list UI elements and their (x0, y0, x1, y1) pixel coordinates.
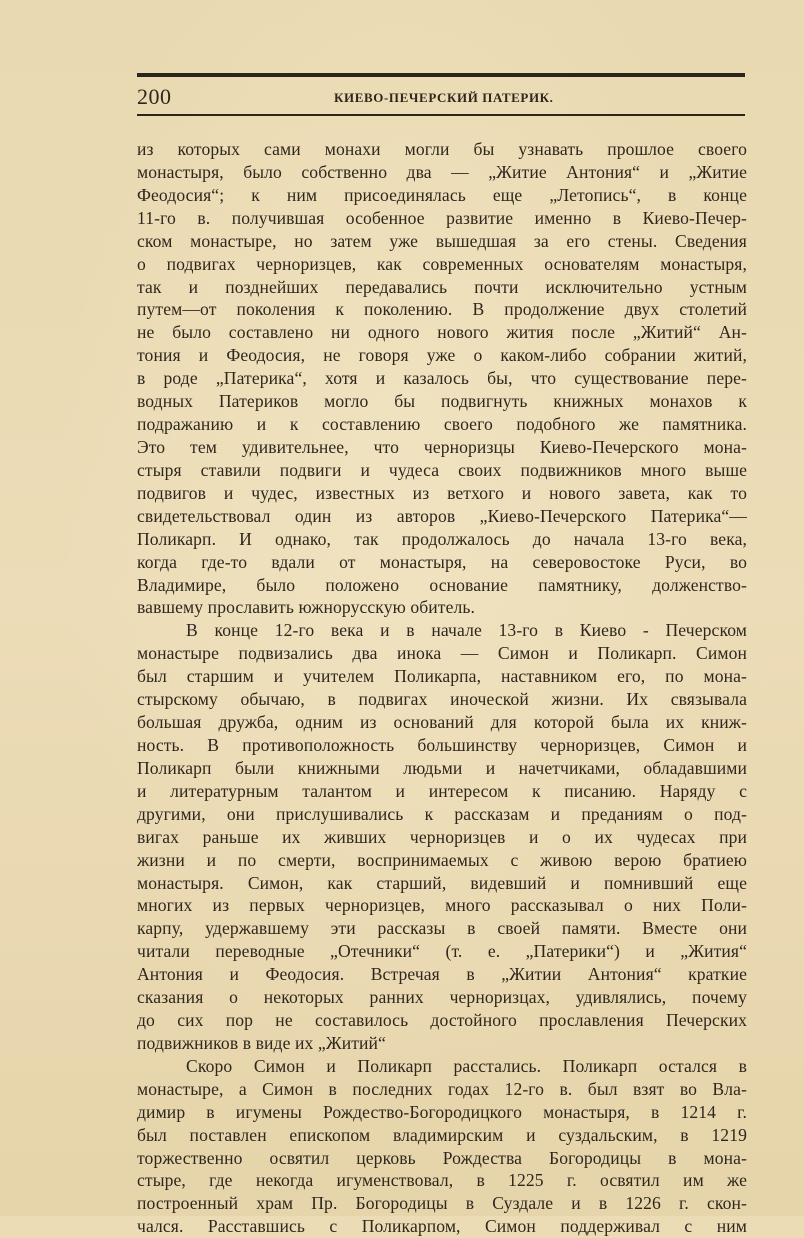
text-line: Поликарп были книжными людьми и начетчиками, обладавшими (137, 757, 747, 778)
text-line: Поликарп. И однако, так продолжалось до начала 13-го века, (137, 528, 747, 549)
text-line: большая дружба, одним из оснований для которой была их книж- (137, 712, 747, 733)
text-line: чался. Расставшись с Поликарпом, Симон поддерживал с ним (137, 1216, 747, 1237)
text-line: монастыря. Симон, как старший, видевший и помнивший еще (137, 872, 747, 893)
text-line: карпу, удержавшему эти рассказы в своей памяти. Вместе они (137, 918, 747, 939)
text-line: торжественно освятил церковь Рождества Богородицы в мона- (137, 1147, 747, 1168)
page-header (137, 84, 745, 112)
text-line: стыря ставили подвиги и чудеса своих подвижников много выше (137, 459, 747, 480)
text-line: в роде „Патерика“, хотя и казалось бы, что существование пере- (137, 368, 747, 389)
text-line: Скоро Симон и Поликарп расстались. Поликарп остался в (186, 1055, 747, 1076)
text-line: 11-го в. получившая особенное развитие именно в Киево-Печер- (137, 207, 747, 228)
text-line: Владимире, было положено основание памятнику, долженство- (137, 574, 747, 595)
text-line: так и позднейших передавались почти исключительно устным (137, 276, 747, 297)
text-line: вавшему прославить южнорусскую обитель. (137, 597, 476, 618)
text-line: до сих пор не составилось достойного прославления Печерских (137, 1010, 747, 1031)
running-title: КИЕВО-ПЕЧЕРСКИЙ ПАТЕРИК. (334, 90, 554, 105)
header-rule (137, 114, 745, 116)
text-line: читали переводные „Отечники“ (т. е. „Патерики“) и „Жития“ (137, 941, 747, 962)
text-line: был старшим и учителем Поликарпа, наставником его, по мона- (137, 666, 747, 687)
body-text (137, 138, 747, 1238)
text-line: из которых сами монахи могли бы узнавать прошлое своего (137, 139, 747, 159)
text-line: монастыре, а Симон в последних годах 12-го в. был взят во Вла- (137, 1078, 747, 1099)
text-line: подвигов и чудес, известных из ветхого и нового завета, как то (137, 482, 747, 503)
text-line: и литературным талантом и интересом к писанию. Наряду с (137, 780, 747, 801)
text-line: жизни и по смерти, воспринимаемых с живою верою братиею (137, 849, 747, 870)
text-line: когда где-то вдали от монастыря, на северовостоке Руси, во (137, 551, 747, 572)
text-line: вигах раньше их живших черноризцев и о их чудесах при (137, 826, 747, 847)
text-line: сказания о некоторых ранних черноризцах, удивлялись, почему (137, 987, 747, 1008)
text-line: о подвигах черноризцев, как современных основателям монастыря, (137, 253, 747, 274)
text-line: ском монастыре, но затем уже вышедшая за его стены. Сведения (137, 230, 747, 251)
top-rule (137, 73, 745, 77)
text-line: стырскому обычаю, в подвигах иноческой жизни. Их связывала (137, 689, 747, 710)
text-line: подвижников в виде их „Житий“ (137, 1032, 386, 1053)
text-line: многих из первых черноризцев, много рассказывал о них Поли- (137, 895, 747, 916)
text-line: подражанию и к составлению своего подобного же памятника. (137, 414, 747, 435)
text-line: В конце 12-го века и в начале 13-го в Киево - Печерском (186, 620, 747, 641)
text-line: построенный храм Пр. Богородицы в Суздале и в 1226 г. скон- (137, 1193, 747, 1214)
text-line: путем—от поколения к поколению. В продолжение двух столетий (137, 299, 747, 320)
text-line: водных Патериков могло бы подвигнуть книжных монахов к (137, 391, 747, 412)
text-line: монастыре подвизались два инока — Симон и Поликарп. Симон (137, 643, 747, 664)
text-line: был поставлен епископом владимирским и суздальским, в 1219 (137, 1124, 747, 1145)
text-line: тония и Феодосия, не говоря уже о каком-либо собрании житий, (137, 345, 747, 366)
text-line: монастыря, было собственно два — „Житие Антония“ и „Житие (137, 161, 747, 182)
text-line: другими, они прислушивались к рассказам и преданиям о под- (137, 803, 747, 824)
text-line: ность. В противоположность большинству черноризцев, Симон и (137, 734, 747, 755)
text-line: димир в игумены Рождество-Богородицкого монастыря, в 1214 г. (137, 1101, 747, 1122)
page-number: 200 (137, 84, 172, 109)
text-line: свидетельствовал один из авторов „Киево-Печерского Патерика“— (137, 505, 747, 526)
text-line: Это тем удивительнее, что черноризцы Киево-Печерского мона- (137, 436, 747, 457)
text-line: не было составлено ни одного нового жития после „Житий“ Ан- (137, 322, 747, 343)
text-line: Антония и Феодосия. Встречая в „Житии Антония“ краткие (137, 964, 747, 985)
text-line: стыре, где некогда игуменствовал, в 1225 г. освятил им же (137, 1170, 747, 1191)
text-line: Феодосия“; к ним присоединялась еще „Летопись“, в конце (137, 184, 747, 205)
